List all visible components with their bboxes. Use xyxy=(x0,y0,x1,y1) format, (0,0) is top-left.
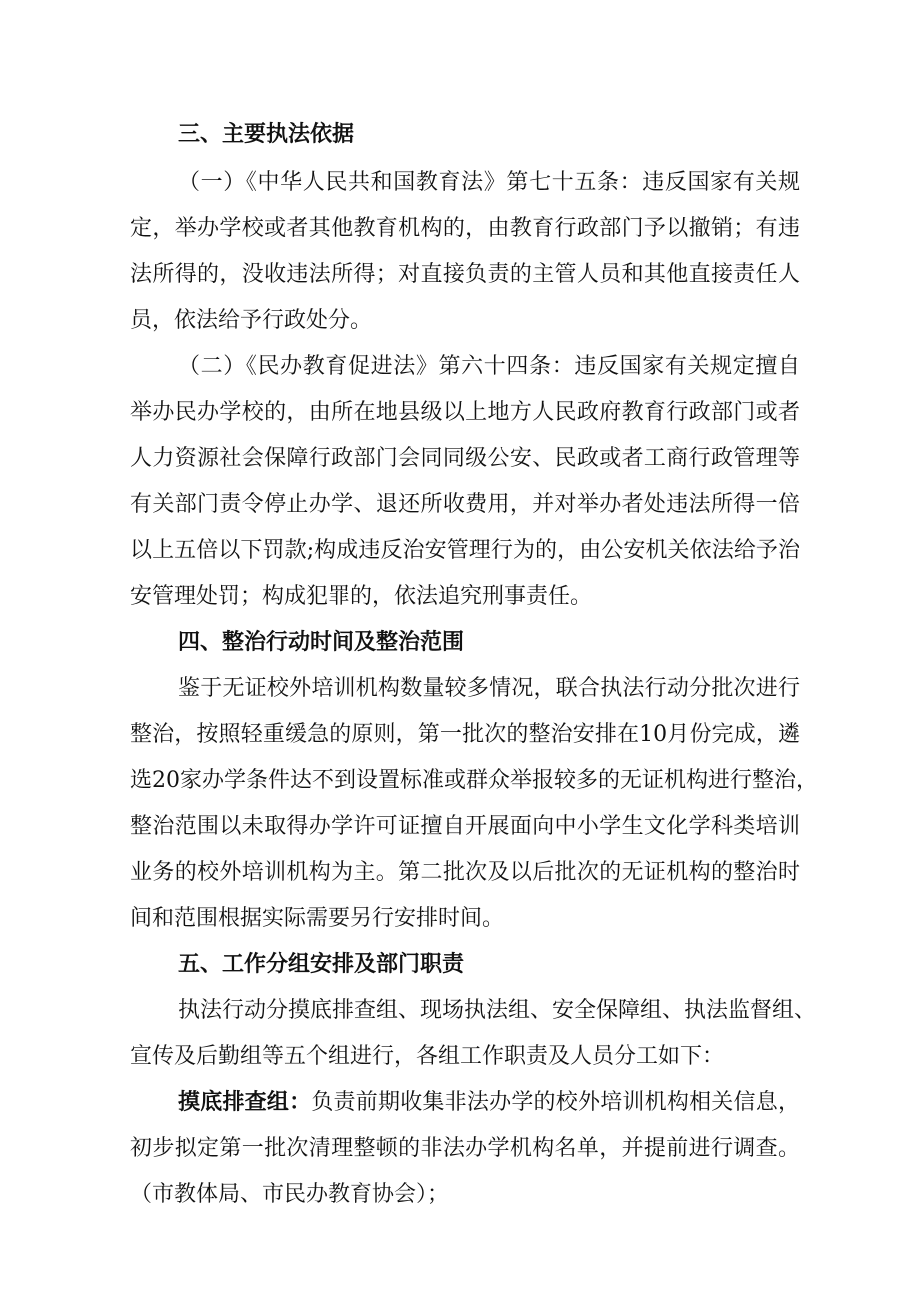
paragraph-line: 人力资源社会保障行政部门会同同级公安、民政或者工商行政管理等 xyxy=(130,446,800,471)
paragraph-line: （一）《中华人民共和国教育法》第七十五条：违反国家有关规 xyxy=(178,170,800,195)
paragraph-line: 法所得的，没收违法所得；对直接负责的主管人员和其他直接责任人 xyxy=(130,262,800,287)
paragraph-line: （市教体局、市民办教育协会）； xyxy=(130,1182,450,1207)
group-paragraph-first-line xyxy=(178,1086,800,1120)
paragraph-line: 间和范围根据实际需要另行安排时间。 xyxy=(130,906,505,931)
paragraph-line: 整治，按照轻重缓急的原则，第一批次的整治安排在10月份完成，遴 xyxy=(130,722,800,747)
paragraph-line: 执法行动分摸底排查组、现场执法组、安全保障组、执法监督组、 xyxy=(178,998,817,1023)
group-text: 负责前期收集非法办学的校外培训机构相关信息， xyxy=(311,1090,800,1115)
section-heading-4: 四、整治行动时间及整治范围 xyxy=(178,630,465,655)
paragraph-line: 以上五倍以下罚款;构成违反治安管理行为的，由公安机关依法给予治 xyxy=(130,538,800,563)
paragraph-line: 举办民办学校的，由所在地县级以上地方人民政府教育行政部门或者 xyxy=(130,400,800,425)
section-heading-3: 三、主要执法依据 xyxy=(178,122,355,147)
group-label: 摸底排查组： xyxy=(178,1090,312,1115)
paragraph-line: 业务的校外培训机构为主。第二批次及以后批次的无证机构的整治时 xyxy=(130,860,800,885)
paragraph-line: 有关部门责令停止办学、退还所收费用，并对举办者处违法所得一倍 xyxy=(130,492,800,517)
paragraph-line: 选20家办学条件达不到设置标准或群众举报较多的无证机构进行整治， xyxy=(130,768,818,793)
paragraph-line: 整治范围以未取得办学许可证擅自开展面向中小学生文化学科类培训 xyxy=(130,814,800,839)
paragraph-line: 定，举办学校或者其他教育机构的，由教育行政部门予以撤销；有违 xyxy=(130,216,800,241)
paragraph-line: 员，依法给予行政处分。 xyxy=(130,308,373,333)
paragraph-line: 初步拟定第一批次清理整顿的非法办学机构名单，并提前进行调查。 xyxy=(130,1136,800,1161)
section-heading-5: 五、工作分组安排及部门职责 xyxy=(178,952,465,977)
paragraph-line: 鉴于无证校外培训机构数量较多情况，联合执法行动分批次进行 xyxy=(178,676,800,701)
paragraph-line: 宣传及后勤组等五个组进行，各组工作职责及人员分工如下： xyxy=(130,1044,725,1069)
paragraph-line: 安管理处罚；构成犯罪的，依法追究刑事责任。 xyxy=(130,584,593,609)
paragraph-line: （二）《民办教育促进法》第六十四条：违反国家有关规定擅自 xyxy=(178,354,800,379)
